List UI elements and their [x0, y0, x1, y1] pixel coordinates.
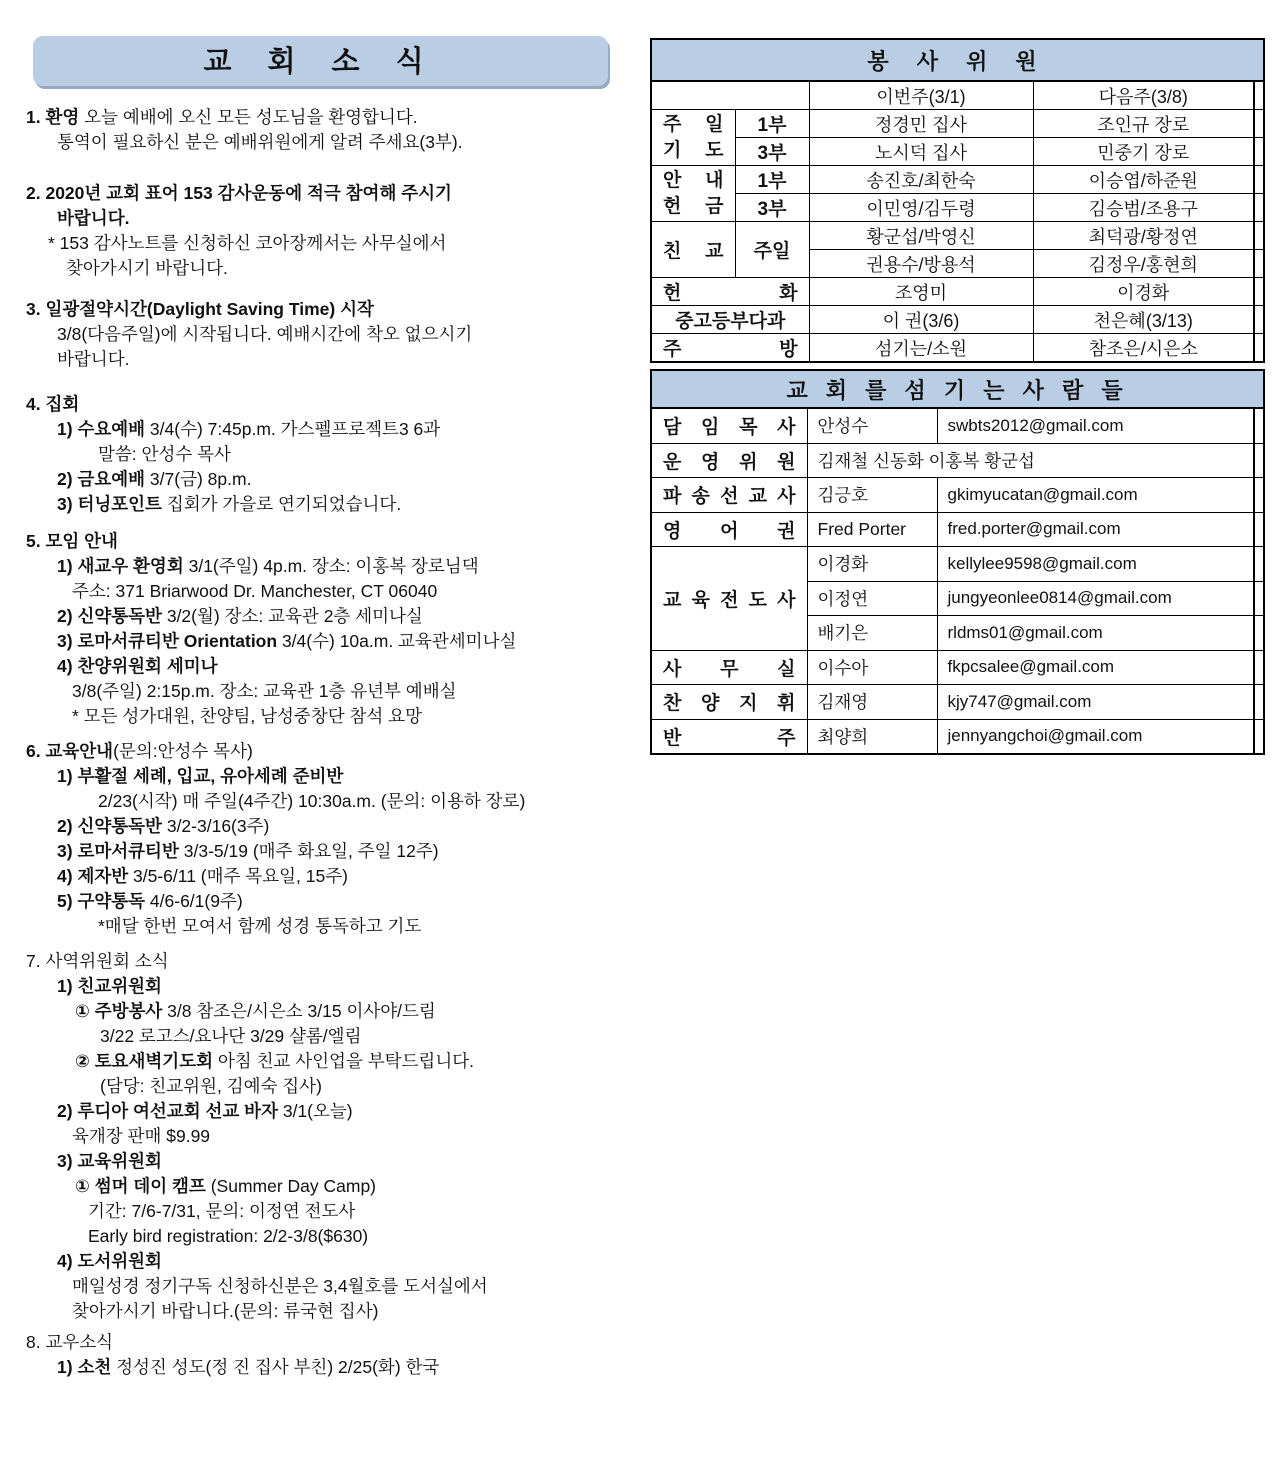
text-segment: 소천	[77, 1357, 112, 1377]
text-segment: 2)	[57, 816, 78, 836]
news-line	[26, 1099, 632, 1124]
part3-label: 3부	[735, 194, 809, 222]
part1-label: 1부	[735, 166, 809, 194]
table-cell: 최덕광/황정연	[1033, 222, 1254, 250]
table-cell: 이 권(3/6)	[809, 306, 1033, 334]
edge-cell	[1254, 81, 1264, 110]
text-segment: 4)	[57, 1251, 78, 1271]
edge-cell	[1254, 306, 1264, 334]
edge-cell	[1254, 443, 1264, 478]
english-name: Fred Porter	[807, 512, 937, 547]
prayer-label-cell: 주 일 기 도	[651, 110, 735, 166]
edu-email: jungyeonlee0814@gmail.com	[937, 581, 1254, 616]
table-cell: 천은혜(3/13)	[1033, 306, 1254, 334]
table-cell: 이민영/김두령	[809, 194, 1033, 222]
text-segment: 말씀: 안성수 목사	[98, 444, 231, 464]
edge-cell	[1254, 222, 1264, 250]
text-segment: 교육안내	[45, 741, 114, 761]
table-cell: 노시덕 집사	[809, 138, 1033, 166]
text-segment: 아침 친교 사인업을 부탁드립니다.	[213, 1051, 475, 1071]
news-line	[26, 1199, 632, 1224]
fellowship-label-cell: 친 교	[651, 222, 735, 278]
text-segment: 찾아가시기 바랍니다.	[66, 258, 228, 278]
text-segment: ①	[75, 1001, 95, 1021]
news-line	[26, 1224, 632, 1249]
text-segment: 모임 안내	[45, 531, 118, 551]
piano-label: 반 주	[651, 719, 807, 754]
table-cell: 권용수/방용석	[809, 250, 1033, 278]
news-line	[26, 629, 632, 654]
text-segment: 3/8(다음주일)에 시작됩니다. 예배시간에 착오 없으시기	[57, 324, 473, 344]
committee-title: 봉 사 위 원	[651, 39, 1264, 81]
news-item	[26, 392, 632, 517]
flower-label-cell: 헌 화	[651, 278, 809, 306]
text-segment: 8.	[26, 1332, 46, 1352]
text-segment: 집회가 가을로 연기되었습니다.	[161, 494, 402, 514]
text-segment: 찾아가시기 바랍니다.(문의: 류국현 집사)	[72, 1301, 379, 1321]
text-segment: 교육위원회	[77, 1151, 162, 1171]
text-segment: *매달 한번 모여서 함께 성경 통독하고 기도	[98, 916, 422, 936]
text-segment: 3/1(주일) 4p.m. 장소: 이홍복 장로님댁	[183, 556, 479, 576]
text-segment: 구약통독	[77, 891, 146, 911]
text-segment: 3/8(주일) 2:15p.m. 장소: 교육관 1층 유년부 예배실	[72, 681, 457, 701]
news-line	[26, 442, 632, 467]
news-line	[26, 1149, 632, 1174]
news-line	[26, 1249, 632, 1274]
text-segment: 5)	[57, 891, 78, 911]
edge-cell	[1254, 250, 1264, 278]
church-servants-table	[650, 369, 1265, 755]
news-item	[26, 105, 632, 155]
pastor-label: 담 임 목 사	[651, 408, 807, 443]
text-segment: 금요예배	[77, 469, 146, 489]
text-segment: 3/1(오늘)	[277, 1101, 353, 1121]
edge-cell	[1254, 478, 1264, 513]
text-segment: 1)	[57, 766, 78, 786]
table-cell: 섬기는/소원	[809, 334, 1033, 363]
piano-name: 최양희	[807, 719, 937, 754]
next-week-header: 다음주(3/8)	[1033, 81, 1254, 110]
church-news-section	[26, 36, 632, 1390]
news-line	[26, 999, 632, 1024]
text-segment: 일광절약시간(Daylight Saving Time) 시작	[45, 299, 374, 319]
news-line	[26, 492, 632, 517]
table-cell: 김승범/조용구	[1033, 194, 1254, 222]
text-segment: 집회	[45, 394, 80, 414]
text-segment: 3/22 로고스/요나단 3/29 샬롬/엘림	[100, 1026, 362, 1046]
edge-cell	[1254, 110, 1264, 138]
news-line	[26, 1049, 632, 1074]
text-segment: 제자반	[77, 866, 129, 886]
edu-email: kellylee9598@gmail.com	[937, 547, 1254, 582]
news-line	[26, 839, 632, 864]
office-email: fkpcsalee@gmail.com	[937, 650, 1254, 685]
text-segment: 3/2(월) 장소: 교육관 2층 세미나실	[161, 606, 423, 626]
text-segment: 3)	[57, 494, 78, 514]
table-cell	[651, 81, 809, 110]
text-segment: 1.	[26, 107, 46, 127]
news-line	[26, 889, 632, 914]
kitchen-label-cell: 주 방	[651, 334, 809, 363]
news-line	[26, 1330, 632, 1355]
text-segment: 1)	[57, 976, 78, 996]
news-line	[26, 1174, 632, 1199]
choir-label: 찬 양 지 휘	[651, 685, 807, 720]
office-label: 사 무 실	[651, 650, 807, 685]
missionary-name: 김긍호	[807, 478, 937, 513]
pastor-name: 안성수	[807, 408, 937, 443]
news-line	[26, 704, 632, 729]
office-name: 이수아	[807, 650, 937, 685]
text-segment: 도서위원회	[77, 1251, 162, 1271]
table-cell: 송진호/최한숙	[809, 166, 1033, 194]
text-segment: 환영	[45, 107, 80, 127]
news-item	[26, 1330, 632, 1380]
text-segment: 1)	[57, 419, 78, 439]
choir-email: kjy747@gmail.com	[937, 685, 1254, 720]
text-segment: 터닝포인트	[77, 494, 162, 514]
news-item	[26, 949, 632, 1324]
text-segment: ①	[75, 1176, 95, 1196]
text-segment: 3)	[57, 841, 78, 861]
text-segment: (담당: 친교위원, 김예숙 집사)	[100, 1076, 322, 1096]
edge-cell	[1254, 719, 1264, 754]
edge-cell	[1254, 581, 1264, 616]
news-line	[26, 256, 632, 281]
news-line	[26, 417, 632, 442]
news-line	[26, 231, 632, 256]
news-line	[26, 1274, 632, 1299]
text-segment: 바랍니다.	[57, 208, 130, 228]
text-segment: 4/6-6/1(9주)	[145, 891, 243, 911]
text-segment: 주소: 371 Briarwood Dr. Manchester, CT 06040	[72, 581, 438, 601]
text-segment: 3.	[26, 299, 46, 319]
usher-label-cell: 안 내 헌 금	[651, 166, 735, 222]
text-segment: 오늘 예배에 오신 모든 성도님을 환영합니다.	[79, 107, 418, 127]
text-segment: * 153 감사노트를 신청하신 코아장께서는 사무실에서	[48, 233, 447, 253]
edu-name: 배기은	[807, 616, 937, 651]
text-segment: 루디아 여선교회 선교 바자	[77, 1101, 278, 1121]
edge-cell	[1254, 547, 1264, 582]
news-line	[26, 1124, 632, 1149]
news-line	[26, 1299, 632, 1324]
text-segment: * 모든 성가대원, 찬양팀, 남성중창단 참석 요망	[72, 706, 422, 726]
text-segment: 3/8 참조은/시은소 3/15 이사야/드림	[162, 1001, 436, 1021]
text-segment: (문의:안성수 목사)	[113, 741, 253, 761]
edge-cell	[1254, 194, 1264, 222]
news-title-banner	[33, 36, 608, 86]
text-segment: 2/23(시작) 매 주일(4주간) 10:30a.m. (문의: 이용하 장로)	[98, 791, 526, 811]
text-segment: 주방봉사	[94, 1001, 163, 1021]
edge-cell	[1254, 166, 1264, 194]
part3-label: 3부	[735, 138, 809, 166]
news-line	[26, 949, 632, 974]
text-segment: 정성진 성도(정 진 집사 부친) 2/25(화) 한국	[111, 1357, 440, 1377]
text-segment: 3/3-5/19 (매주 화요일, 주일 12주)	[178, 841, 439, 861]
text-segment: 바랍니다.	[57, 349, 130, 369]
edge-cell	[1254, 408, 1264, 443]
text-segment: 3)	[57, 1151, 78, 1171]
news-line	[26, 789, 632, 814]
text-segment: 1)	[57, 1357, 78, 1377]
missionary-email: gkimyucatan@gmail.com	[937, 478, 1254, 513]
text-segment: 새교우 환영회	[77, 556, 184, 576]
service-committee-table	[650, 38, 1265, 363]
table-cell: 김정우/홍현희	[1033, 250, 1254, 278]
text-segment: 2020년 교회 표어 153 감사운동에 적극 참여해 주시기	[45, 183, 452, 203]
text-segment: 신약통독반	[77, 606, 162, 626]
edge-cell	[1254, 650, 1264, 685]
edu-email: rldms01@gmail.com	[937, 616, 1254, 651]
text-segment: 수요예배	[77, 419, 146, 439]
news-line	[26, 739, 632, 764]
edge-cell	[1254, 334, 1264, 363]
table-cell: 이경화	[1033, 278, 1254, 306]
table-cell: 조영미	[809, 278, 1033, 306]
text-segment: 3/2-3/16(3주)	[161, 816, 270, 836]
news-line	[26, 864, 632, 889]
news-line	[26, 347, 632, 372]
news-line	[26, 914, 632, 939]
text-segment: 4)	[57, 656, 78, 676]
news-line	[26, 322, 632, 347]
edge-cell	[1254, 685, 1264, 720]
text-segment: 3/4(수) 10a.m. 교육관세미나실	[277, 631, 517, 651]
text-segment: 찬양위원회 세미나	[77, 656, 218, 676]
table-cell: 황군섭/박영신	[809, 222, 1033, 250]
choir-name: 김재영	[807, 685, 937, 720]
text-segment: 4.	[26, 394, 46, 414]
piano-email: jennyangchoi@gmail.com	[937, 719, 1254, 754]
pastor-email: swbts2012@gmail.com	[937, 408, 1254, 443]
text-segment: 육개장 판매 $9.99	[72, 1126, 211, 1146]
text-segment: 썸머 데이 캠프	[94, 1176, 206, 1196]
news-line	[26, 654, 632, 679]
text-segment: 5.	[26, 531, 46, 551]
text-segment: 6.	[26, 741, 46, 761]
edge-cell	[1254, 278, 1264, 306]
text-segment: 7.	[26, 951, 46, 971]
table-cell: 이승엽/하준원	[1033, 166, 1254, 194]
text-segment: 사역위원회 소식	[45, 951, 169, 971]
news-line	[26, 467, 632, 492]
servants-title: 교 회 를 섬 기 는 사 람 들	[651, 370, 1264, 408]
text-segment: 3)	[57, 631, 78, 651]
news-line	[26, 974, 632, 999]
news-item	[26, 739, 632, 939]
news-line	[26, 392, 632, 417]
text-segment: 2)	[57, 469, 78, 489]
this-week-header: 이번주(3/1)	[809, 81, 1033, 110]
english-label: 영 어 권	[651, 512, 807, 547]
text-segment: 토요새벽기도회	[94, 1051, 214, 1071]
text-segment: 부활절 세례, 입교, 유아세례 준비반	[77, 766, 344, 786]
text-segment: 로마서큐티반	[77, 841, 179, 861]
news-line	[26, 181, 632, 206]
text-segment: 2.	[26, 183, 46, 203]
fellowship-day-cell: 주일	[735, 222, 809, 278]
news-line	[26, 105, 632, 130]
news-item	[26, 529, 632, 729]
news-line	[26, 130, 632, 155]
text-segment: (Summer Day Camp)	[205, 1176, 377, 1196]
text-segment: 2)	[57, 1101, 78, 1121]
text-segment: 교우소식	[45, 1332, 114, 1352]
news-line	[26, 604, 632, 629]
news-line	[26, 814, 632, 839]
edge-cell	[1254, 616, 1264, 651]
text-segment: 3/7(금) 8p.m.	[145, 469, 252, 489]
news-item	[26, 297, 632, 372]
board-label: 운 영 위 원	[651, 443, 807, 478]
news-line	[26, 1024, 632, 1049]
news-title: 교 회 소 식	[203, 46, 438, 78]
table-cell: 조인규 장로	[1033, 110, 1254, 138]
english-email: fred.porter@gmail.com	[937, 512, 1254, 547]
text-segment: 기간: 7/6-7/31, 문의: 이정연 전도사	[88, 1201, 356, 1221]
missionary-label: 파 송 선 교 사	[651, 478, 807, 513]
table-cell: 정경민 집사	[809, 110, 1033, 138]
table-cell: 민중기 장로	[1033, 138, 1254, 166]
text-segment: 매일성경 정기구독 신청하신분은 3,4월호를 도서실에서	[72, 1276, 488, 1296]
part1-label: 1부	[735, 110, 809, 138]
news-line	[26, 679, 632, 704]
right-column	[650, 38, 1263, 755]
text-segment: 통역이 필요하신 분은 예배위원에게 알려 주세요(3부).	[57, 132, 463, 152]
edge-cell	[1254, 512, 1264, 547]
text-segment: 2)	[57, 606, 78, 626]
text-segment: 친교위원회	[77, 976, 162, 996]
text-segment: 신약통독반	[77, 816, 162, 836]
table-cell: 참조은/시은소	[1033, 334, 1254, 363]
news-line	[26, 297, 632, 322]
news-line	[26, 206, 632, 231]
text-segment: 4)	[57, 866, 78, 886]
edge-cell	[1254, 138, 1264, 166]
text-segment: ②	[75, 1051, 95, 1071]
news-line	[26, 554, 632, 579]
news-line	[26, 529, 632, 554]
edu-name: 이정연	[807, 581, 937, 616]
news-line	[26, 764, 632, 789]
text-segment: 3/5-6/11 (매주 목요일, 15주)	[128, 866, 348, 886]
news-line	[26, 1355, 632, 1380]
news-line	[26, 1074, 632, 1099]
edu-name: 이경화	[807, 547, 937, 582]
news-item	[26, 181, 632, 281]
text-segment: Early bird registration: 2/2-3/8($630)	[88, 1226, 369, 1246]
news-items	[26, 105, 632, 1380]
text-segment: 3/4(수) 7:45p.m. 가스펠프로젝트3 6과	[145, 419, 441, 439]
snack-label-cell: 중고등부다과	[651, 306, 809, 334]
text-segment: 1)	[57, 556, 78, 576]
edu-label: 교 육 전 도 사	[651, 547, 807, 651]
news-line	[26, 579, 632, 604]
board-names: 김재철 신동화 이홍복 황군섭	[807, 443, 1254, 478]
text-segment: 로마서큐티반 Orientation	[77, 631, 278, 651]
